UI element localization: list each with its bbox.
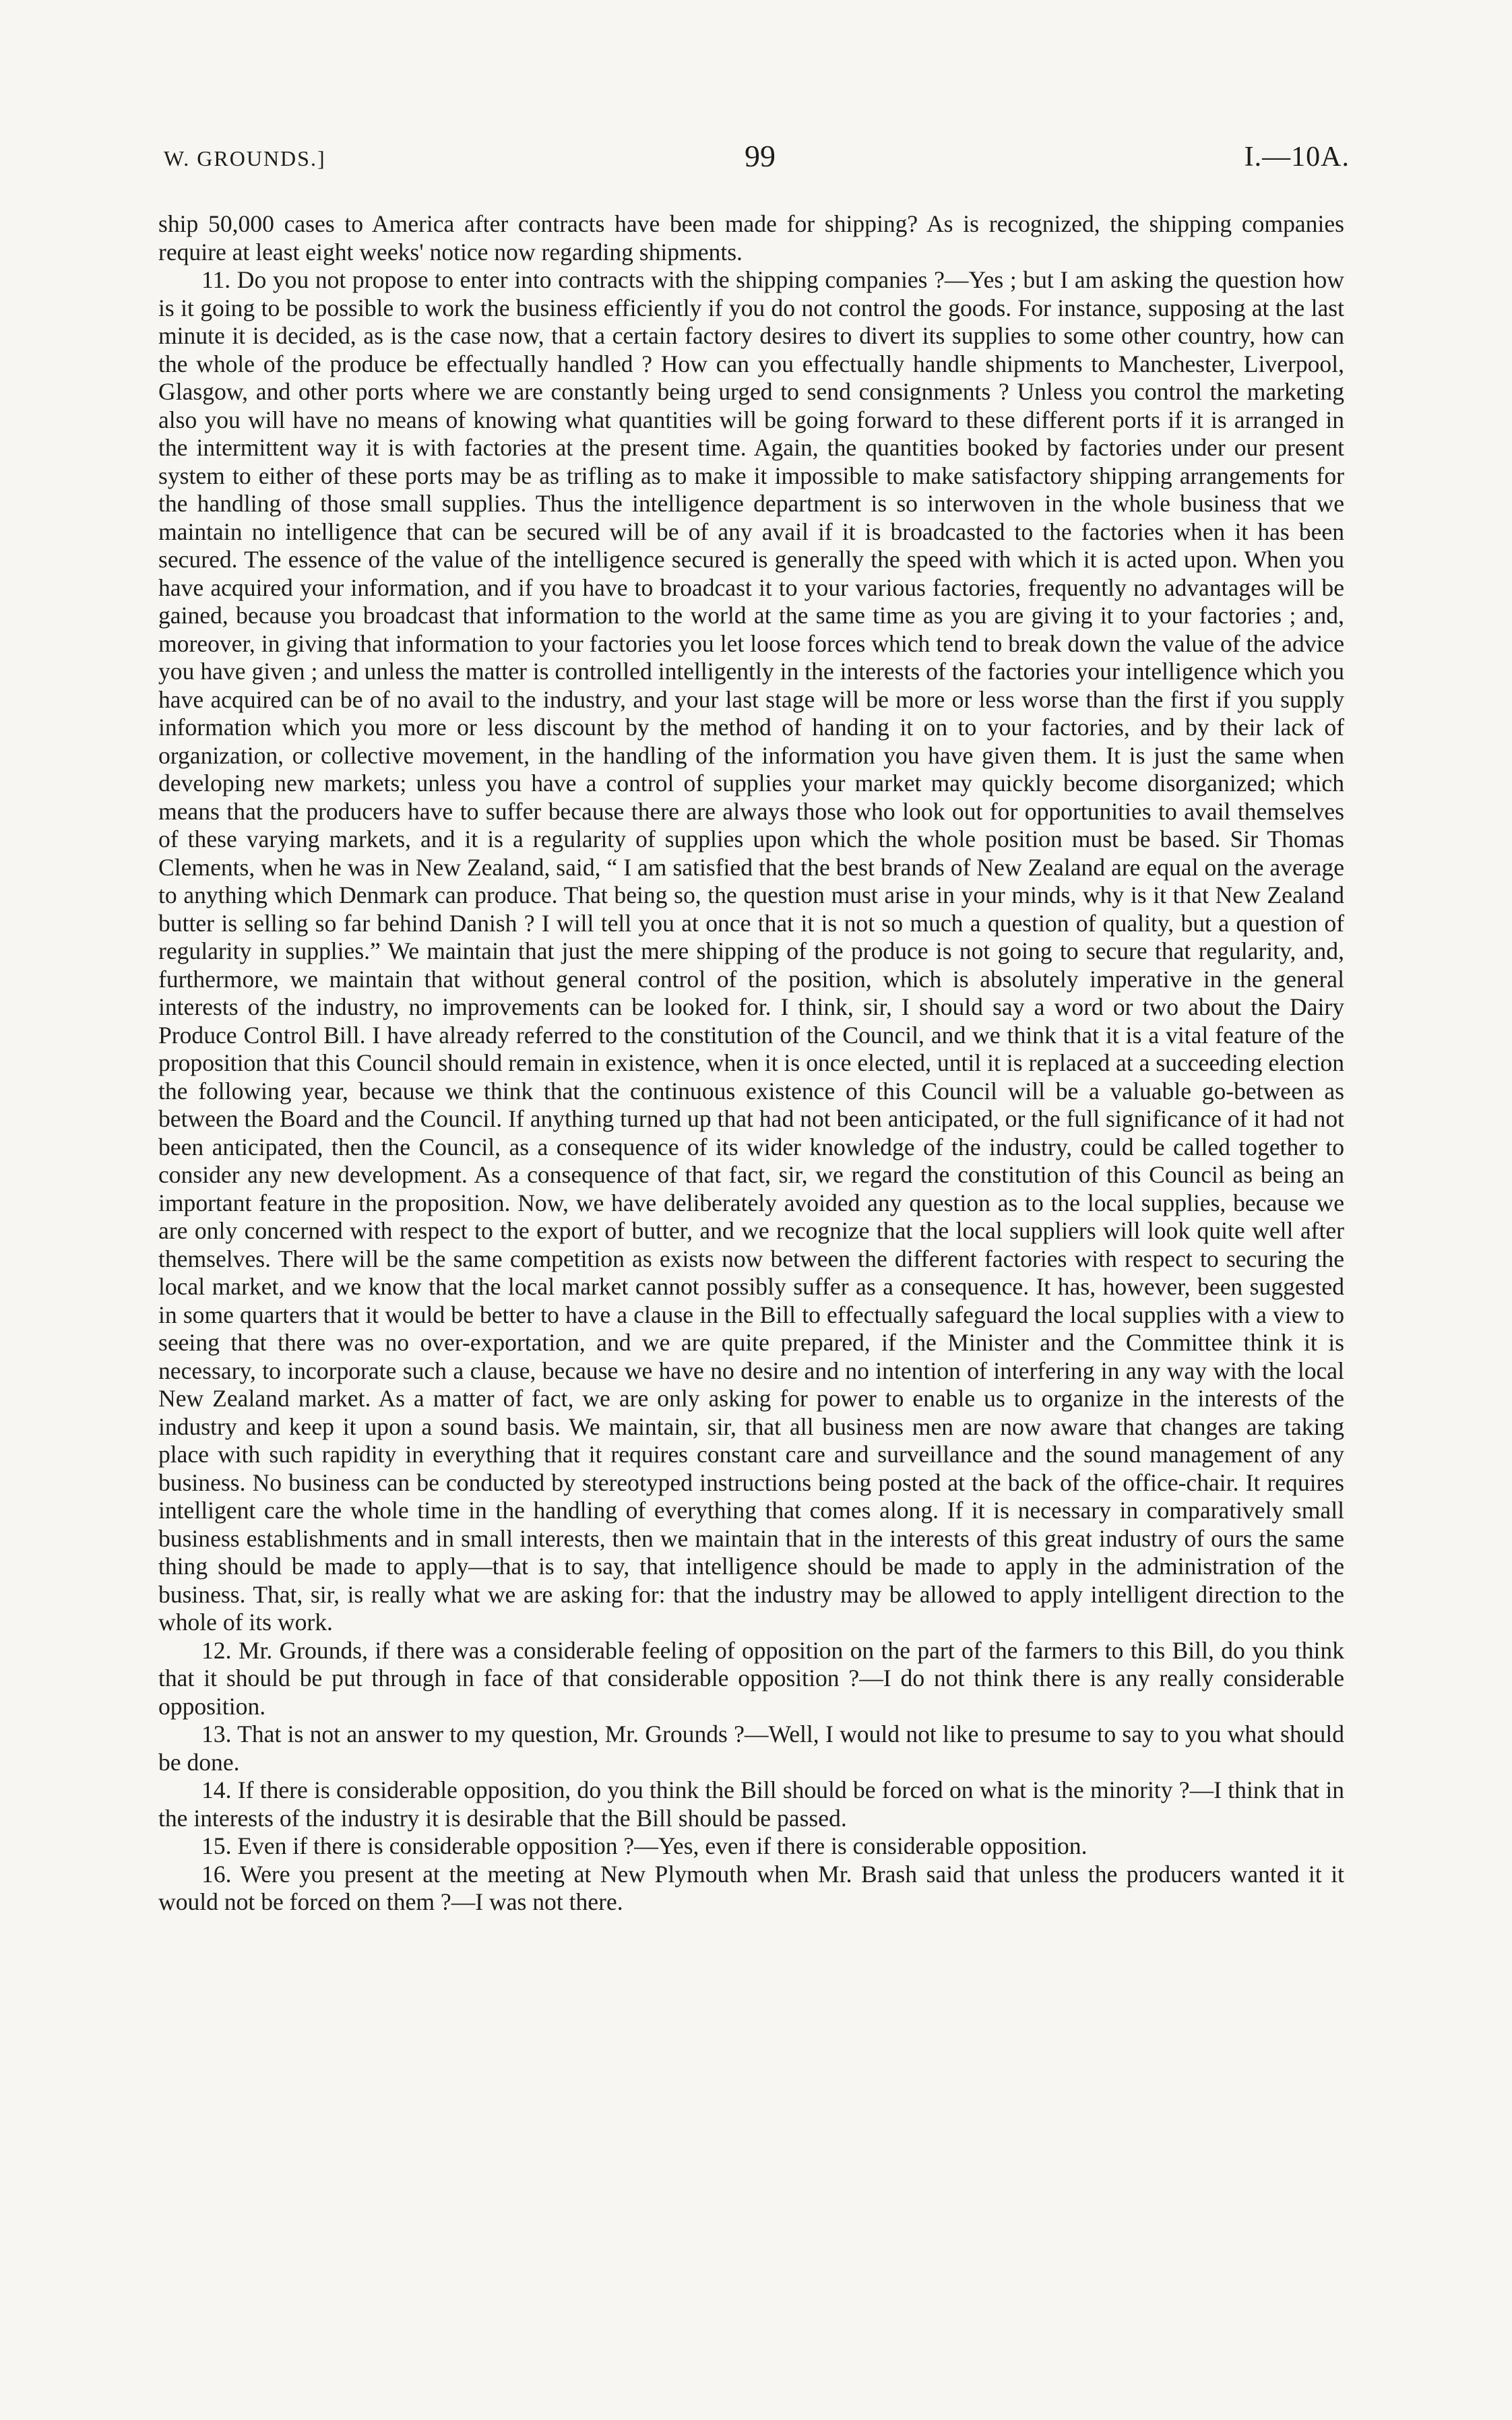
paragraph-continuation: ship 50,000 cases to America after contracts have been made for shipping? As is recognized, the shipping companies require at least eight weeks' notice now regarding shipments. [158, 210, 1344, 266]
paragraph-question-11: 11. Do you not propose to enter into contracts with the shipping companies ?—Yes ; but I am asking the question how is it going to be possible to work the business efficiently if you do not control the goods. For instance, supposing at the last minute it is decided, as is the case now, that a certain factory desires to divert its supplies to some other country, how can the whole of the produce be effectually handled ? How can you effectually handle shipments to Manchester, Liverpool, Glasgow, and other ports where we are constantly being urged to send consignments ? Unless you control the marketing also you will have no means of knowing what quantities will be going forward to these different ports if it is arranged in the intermittent way it is with factories at the present time. Again, the quantities booked by factories under our present system to either of these ports may be as trifling as to make it impossible to make satisfactory shipping arrangements for the handling of those small supplies. Thus the intelligence department is so interwoven in the whole business that we maintain no intelligence that can be secured will be of any avail if it is broadcasted to the factories when it has been secured. The essence of the value of the intelligence secured is generally the speed with which it is acted upon. When you have acquired your information, and if you have to broadcast it to your various factories, frequently no advantages will be gained, because you broadcast that information to the world at the same time as you are giving it to your factories ; and, moreover, in giving that information to your factories you let loose forces which tend to break down the value of the advice you have given ; and unless the matter is controlled intelligently in the interests of the factories your intelligence which you have acquired can be of no avail to the industry, and your last stage will be more or less worse than the first if you supply information which you more or less discount by the method of handing it on to your factories, and by their lack of organization, or collective movement, in the handling of the information you have given them. It is just the same when developing new markets; unless you have a control of supplies your market may quickly become disorganized; which means that the producers have to suffer because there are always those who look out for opportunities to avail themselves of these varying markets, and it is a regularity of supplies upon which the whole position must be based. Sir Thomas Clements, when he was in New Zealand, said, “ I am satisfied that the best brands of New Zealand are equal on the average to anything which Denmark can produce. That being so, the question must arise in your minds, why is it that New Zealand butter is selling so far behind Danish ? I will tell you at once that it is not so much a question of quality, but a question of regularity in supplies.” We maintain that just the mere shipping of the produce is not going to secure that regularity, and, furthermore, we maintain that without general control of the position, which is absolutely imperative in the general interests of the industry, no improvements can be looked for. I think, sir, I should say a word or two about the Dairy Produce Control Bill. I have already referred to the constitution of the Council, and we think that it is a vital feature of the proposition that this Council should remain in existence, when it is once elected, until it is replaced at a succeeding election the following year, because we think that the continuous existence of this Council will be a valuable go-between as between the Board and the Council. If anything turned up that had not been anticipated, or the full significance of it had not been anticipated, then the Council, as a consequence of its wider knowledge of the industry, could be called together to consider any new development. As a consequence of that fact, sir, we regard the constitution of this Council as being an important feature in the proposition. Now, we have deliberately avoided any question as to the local supplies, because we are only concerned with respect to the export of butter, and we recognize that the local suppliers will look quite well after themselves. There will be the same competition as exists now between the different factories with respect to securing the local market, and we know that the local market cannot possibly suffer as a consequence. It has, however, been suggested in some quarters that it would be better to have a clause in the Bill to effectually safeguard the local supplies with a view to seeing that there was no over-exportation, and we are quite prepared, if the Minister and the Committee think it is necessary, to incorporate such a clause, because we have no desire and no intention of interfering in any way with the local New Zealand market. As a matter of fact, we are only asking for power to enable us to organize in the interests of the industry and keep it upon a sound basis. We maintain, sir, that all business men are now aware that changes are taking place with such rapidity in everything that it requires constant care and surveillance and the sound management of any business. No business can be conducted by stereotyped instructions being posted at the back of the office-chair. It requires intelligent care the whole time in the handling of everything that comes along. If it is necessary in comparatively small business establishments and in small interests, then we maintain that in the interests of this great industry of ours the same thing should be made to apply—that is to say, that intelligence should be made to apply in the administration of the business. That, sir, is really what we are asking for: that the industry may be allowed to apply intelligent direction to the whole of its work. [158, 266, 1344, 1636]
running-head-witness: W. GROUNDS.] [164, 146, 326, 170]
paragraph-question-13: 13. That is not an answer to my question, Mr. Grounds ?—Well, I would not like to presume to say to you what should be done. [158, 1720, 1344, 1776]
paragraph-question-16: 16. Were you present at the meeting at New Plymouth when Mr. Brash said that unless the producers wanted it it would not be forced on them ?—I was not there. [158, 1860, 1344, 1915]
page-body [158, 210, 1344, 1917]
page-number: 99 [745, 139, 776, 173]
paragraph-question-12: 12. Mr. Grounds, if there was a considerable feeling of opposition on the part of the farmers to this Bill, do you think that it should be put through in face of that considerable opposition ?—I do not think there is any really considerable opposition. [158, 1636, 1344, 1720]
document-reference: I.—10A. [1244, 142, 1350, 173]
page-header [164, 138, 1350, 179]
paragraph-question-14: 14. If there is considerable opposition, do you think the Bill should be forced on what is the minority ?—I think that in the interests of the industry it is desirable that the Bill should be passed. [158, 1776, 1344, 1832]
paragraph-question-15: 15. Even if there is considerable opposition ?—Yes, even if there is considerable opposition. [201, 1832, 1088, 1859]
